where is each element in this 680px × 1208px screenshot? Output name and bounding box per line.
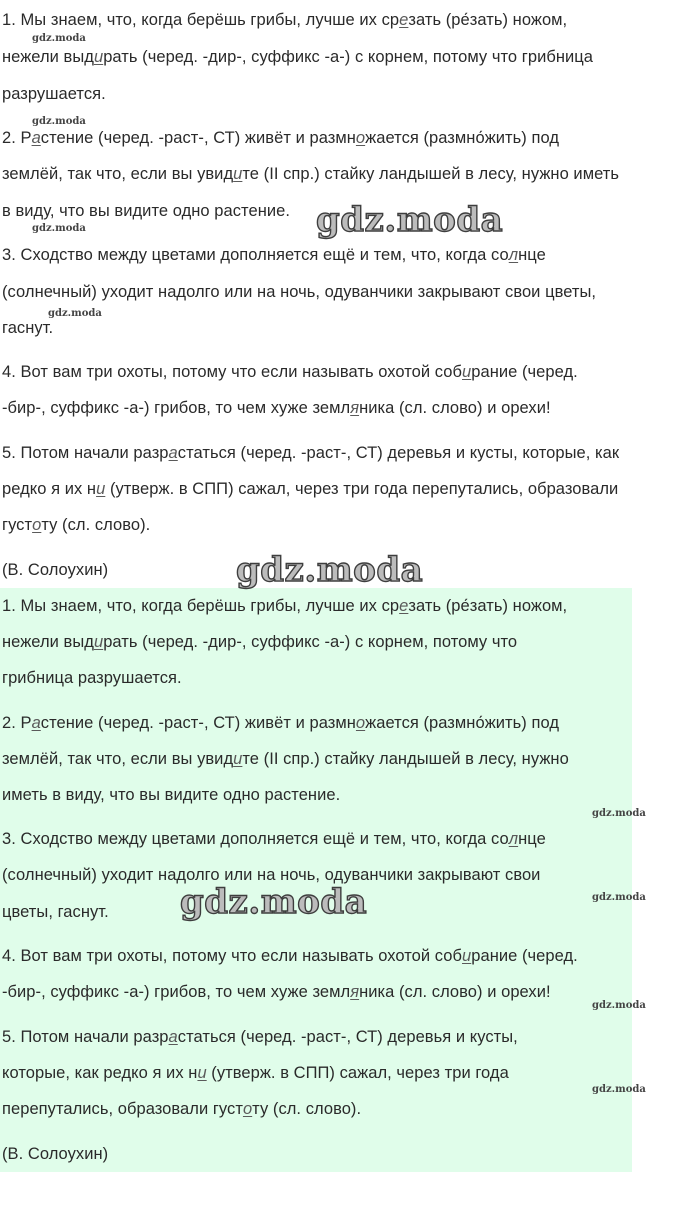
text-line bbox=[2, 1063, 509, 1083]
text-segment: рание (черед. bbox=[471, 363, 578, 381]
text-line bbox=[2, 362, 578, 382]
inserted-letter: и bbox=[93, 633, 104, 651]
text-segment: ту (сл. слово). bbox=[41, 516, 151, 534]
text-line bbox=[2, 1099, 361, 1119]
text-segment: жается (размно́жить) под bbox=[365, 129, 560, 147]
text-line bbox=[2, 47, 593, 67]
inserted-letter: а bbox=[168, 1028, 178, 1046]
text-line bbox=[2, 318, 53, 338]
text-segment: рать (черед. -дир-, суффикс -а-) с корнем, потому что грибница bbox=[103, 48, 594, 66]
text-segment: 1. Мы знаем, что, когда берёшь грибы, лучше их ср bbox=[2, 597, 400, 615]
text-segment: густ bbox=[2, 516, 33, 534]
text-line bbox=[2, 443, 619, 463]
text-segment: 4. Вот вам три охоты, потому что если называть охотой соб bbox=[2, 947, 463, 965]
text-segment: землёй, так что, если вы увид bbox=[2, 165, 234, 183]
text-segment: иметь в виду, что вы видите одно растение. bbox=[2, 786, 341, 804]
text-segment: -бир-, суффикс -а-) грибов, то чем хуже земл bbox=[2, 983, 351, 1001]
watermark-small: gdz.moda bbox=[592, 1000, 646, 1011]
text-segment: гаснут. bbox=[2, 319, 54, 337]
text-line bbox=[2, 10, 567, 30]
inserted-letter: и bbox=[96, 480, 106, 498]
inserted-letter: я bbox=[350, 983, 360, 1001]
watermark-small: gdz.moda bbox=[32, 223, 86, 234]
text-segment: (солнечный) уходит надолго или на ночь, одуванчики закрывают свои цветы, bbox=[2, 283, 597, 301]
text-segment: (утверж. в СПП) сажал, через три года перепутались, образовали bbox=[105, 480, 619, 498]
inserted-letter: и bbox=[93, 48, 104, 66]
text-segment: 3. Сходство между цветами дополняется ещё и тем, что, когда со bbox=[2, 246, 509, 264]
text-segment: 2. Р bbox=[2, 714, 32, 732]
text-line bbox=[2, 632, 517, 652]
inserted-letter: и bbox=[233, 750, 243, 768]
text-line bbox=[2, 1027, 518, 1047]
text-line bbox=[2, 668, 182, 688]
text-segment: разрушается. bbox=[2, 85, 106, 103]
text-line bbox=[2, 982, 551, 1002]
inserted-letter: я bbox=[350, 399, 360, 417]
text-segment: -бир-, суффикс -а-) грибов, то чем хуже земл bbox=[2, 399, 351, 417]
text-segment: 1. Мы знаем, что, когда берёшь грибы, лучше их ср bbox=[2, 11, 400, 29]
text-segment: стение (черед. -раст-, СТ) живёт и размн bbox=[40, 714, 356, 732]
text-line bbox=[2, 479, 618, 499]
text-segment: ника (сл. слово) и орехи! bbox=[359, 399, 551, 417]
text-segment: нце bbox=[518, 830, 546, 848]
watermark-large: gdz.moda bbox=[316, 200, 504, 240]
text-segment: землёй, так что, если вы увид bbox=[2, 750, 234, 768]
inserted-letter: и bbox=[462, 363, 472, 381]
text-line bbox=[2, 713, 559, 733]
inserted-letter: а bbox=[31, 129, 41, 147]
text-segment: (солнечный) уходит надолго или на ночь, одуванчики закрывают свои bbox=[2, 866, 541, 884]
watermark-small: gdz.moda bbox=[32, 116, 86, 127]
text-segment: 3. Сходство между цветами дополняется ещё и тем, что, когда со bbox=[2, 830, 509, 848]
text-segment: в виду, что вы видите одно растение. bbox=[2, 202, 290, 220]
text-line bbox=[2, 84, 106, 104]
text-segment: (утверж. в СПП) сажал, через три года bbox=[206, 1064, 509, 1082]
text-segment: 5. Потом начали разр bbox=[2, 444, 169, 462]
text-segment: рание (черед. bbox=[471, 947, 578, 965]
text-segment: редко я их н bbox=[2, 480, 97, 498]
inserted-letter: е bbox=[399, 597, 409, 615]
inserted-letter: о bbox=[32, 516, 42, 534]
text-line bbox=[2, 515, 150, 535]
watermark-small: gdz.moda bbox=[32, 33, 86, 44]
watermark-small: gdz.moda bbox=[592, 892, 646, 903]
inserted-letter: и bbox=[197, 1064, 207, 1082]
text-line bbox=[2, 560, 108, 580]
text-line bbox=[2, 785, 340, 805]
text-line bbox=[2, 829, 546, 849]
watermark-small: gdz.moda bbox=[592, 808, 646, 819]
text-segment: стение (черед. -раст-, СТ) живёт и размн bbox=[40, 129, 356, 147]
inserted-letter: о bbox=[355, 714, 366, 732]
text-line bbox=[2, 164, 619, 184]
text-segment: грибница разрушается. bbox=[2, 669, 182, 687]
text-segment: нежели выд bbox=[2, 48, 94, 66]
watermark-large: gdz.moda bbox=[236, 550, 424, 590]
inserted-letter: о bbox=[355, 129, 366, 147]
text-line bbox=[2, 1144, 108, 1164]
inserted-letter: а bbox=[31, 714, 41, 732]
text-segment: нце bbox=[518, 246, 546, 264]
inserted-letter: и bbox=[462, 947, 472, 965]
text-line bbox=[2, 902, 109, 922]
text-segment: те (II спр.) стайку ландышей в лесу, нужно bbox=[242, 750, 569, 768]
inserted-letter: и bbox=[233, 165, 243, 183]
text-segment: зать (ре́зать) ножом, bbox=[408, 11, 568, 29]
watermark-small: gdz.moda bbox=[592, 1084, 646, 1095]
text-segment: статься (черед. -раст-, СТ) деревья и кусты, bbox=[177, 1028, 518, 1046]
text-line bbox=[2, 946, 578, 966]
text-segment: которые, как редко я их н bbox=[2, 1064, 198, 1082]
text-segment: те (II спр.) стайку ландышей в лесу, нужно иметь bbox=[242, 165, 620, 183]
inserted-letter: л bbox=[508, 246, 519, 264]
text-line bbox=[2, 398, 551, 418]
text-segment: нежели выд bbox=[2, 633, 94, 651]
inserted-letter: а bbox=[168, 444, 178, 462]
text-line bbox=[2, 245, 546, 265]
text-segment: зать (ре́зать) ножом, bbox=[408, 597, 568, 615]
text-segment: статься (черед. -раст-, СТ) деревья и кусты, которые, как bbox=[177, 444, 620, 462]
text-segment: (В. Солоухин) bbox=[2, 1145, 109, 1163]
text-segment: цветы, гаснут. bbox=[2, 903, 109, 921]
text-segment: 5. Потом начали разр bbox=[2, 1028, 169, 1046]
watermark-large: gdz.moda bbox=[180, 882, 368, 922]
text-line bbox=[2, 749, 569, 769]
text-segment: жается (размно́жить) под bbox=[365, 714, 560, 732]
text-segment: перепутались, образовали густ bbox=[2, 1100, 243, 1118]
text-line bbox=[2, 201, 290, 221]
watermark-small: gdz.moda bbox=[48, 308, 102, 319]
inserted-letter: л bbox=[508, 830, 519, 848]
text-segment: 4. Вот вам три охоты, потому что если называть охотой соб bbox=[2, 363, 463, 381]
inserted-letter: е bbox=[399, 11, 409, 29]
text-line bbox=[2, 128, 559, 148]
text-segment: рать (черед. -дир-, суффикс -а-) с корнем, потому что bbox=[103, 633, 518, 651]
inserted-letter: о bbox=[242, 1100, 253, 1118]
answer-text-block bbox=[0, 588, 632, 1172]
text-segment: ту (сл. слово). bbox=[252, 1100, 362, 1118]
text-line bbox=[2, 282, 596, 302]
text-line bbox=[2, 596, 567, 616]
text-segment: ника (сл. слово) и орехи! bbox=[359, 983, 551, 1001]
text-segment: (В. Солоухин) bbox=[2, 561, 109, 579]
text-segment: 2. Р bbox=[2, 129, 32, 147]
